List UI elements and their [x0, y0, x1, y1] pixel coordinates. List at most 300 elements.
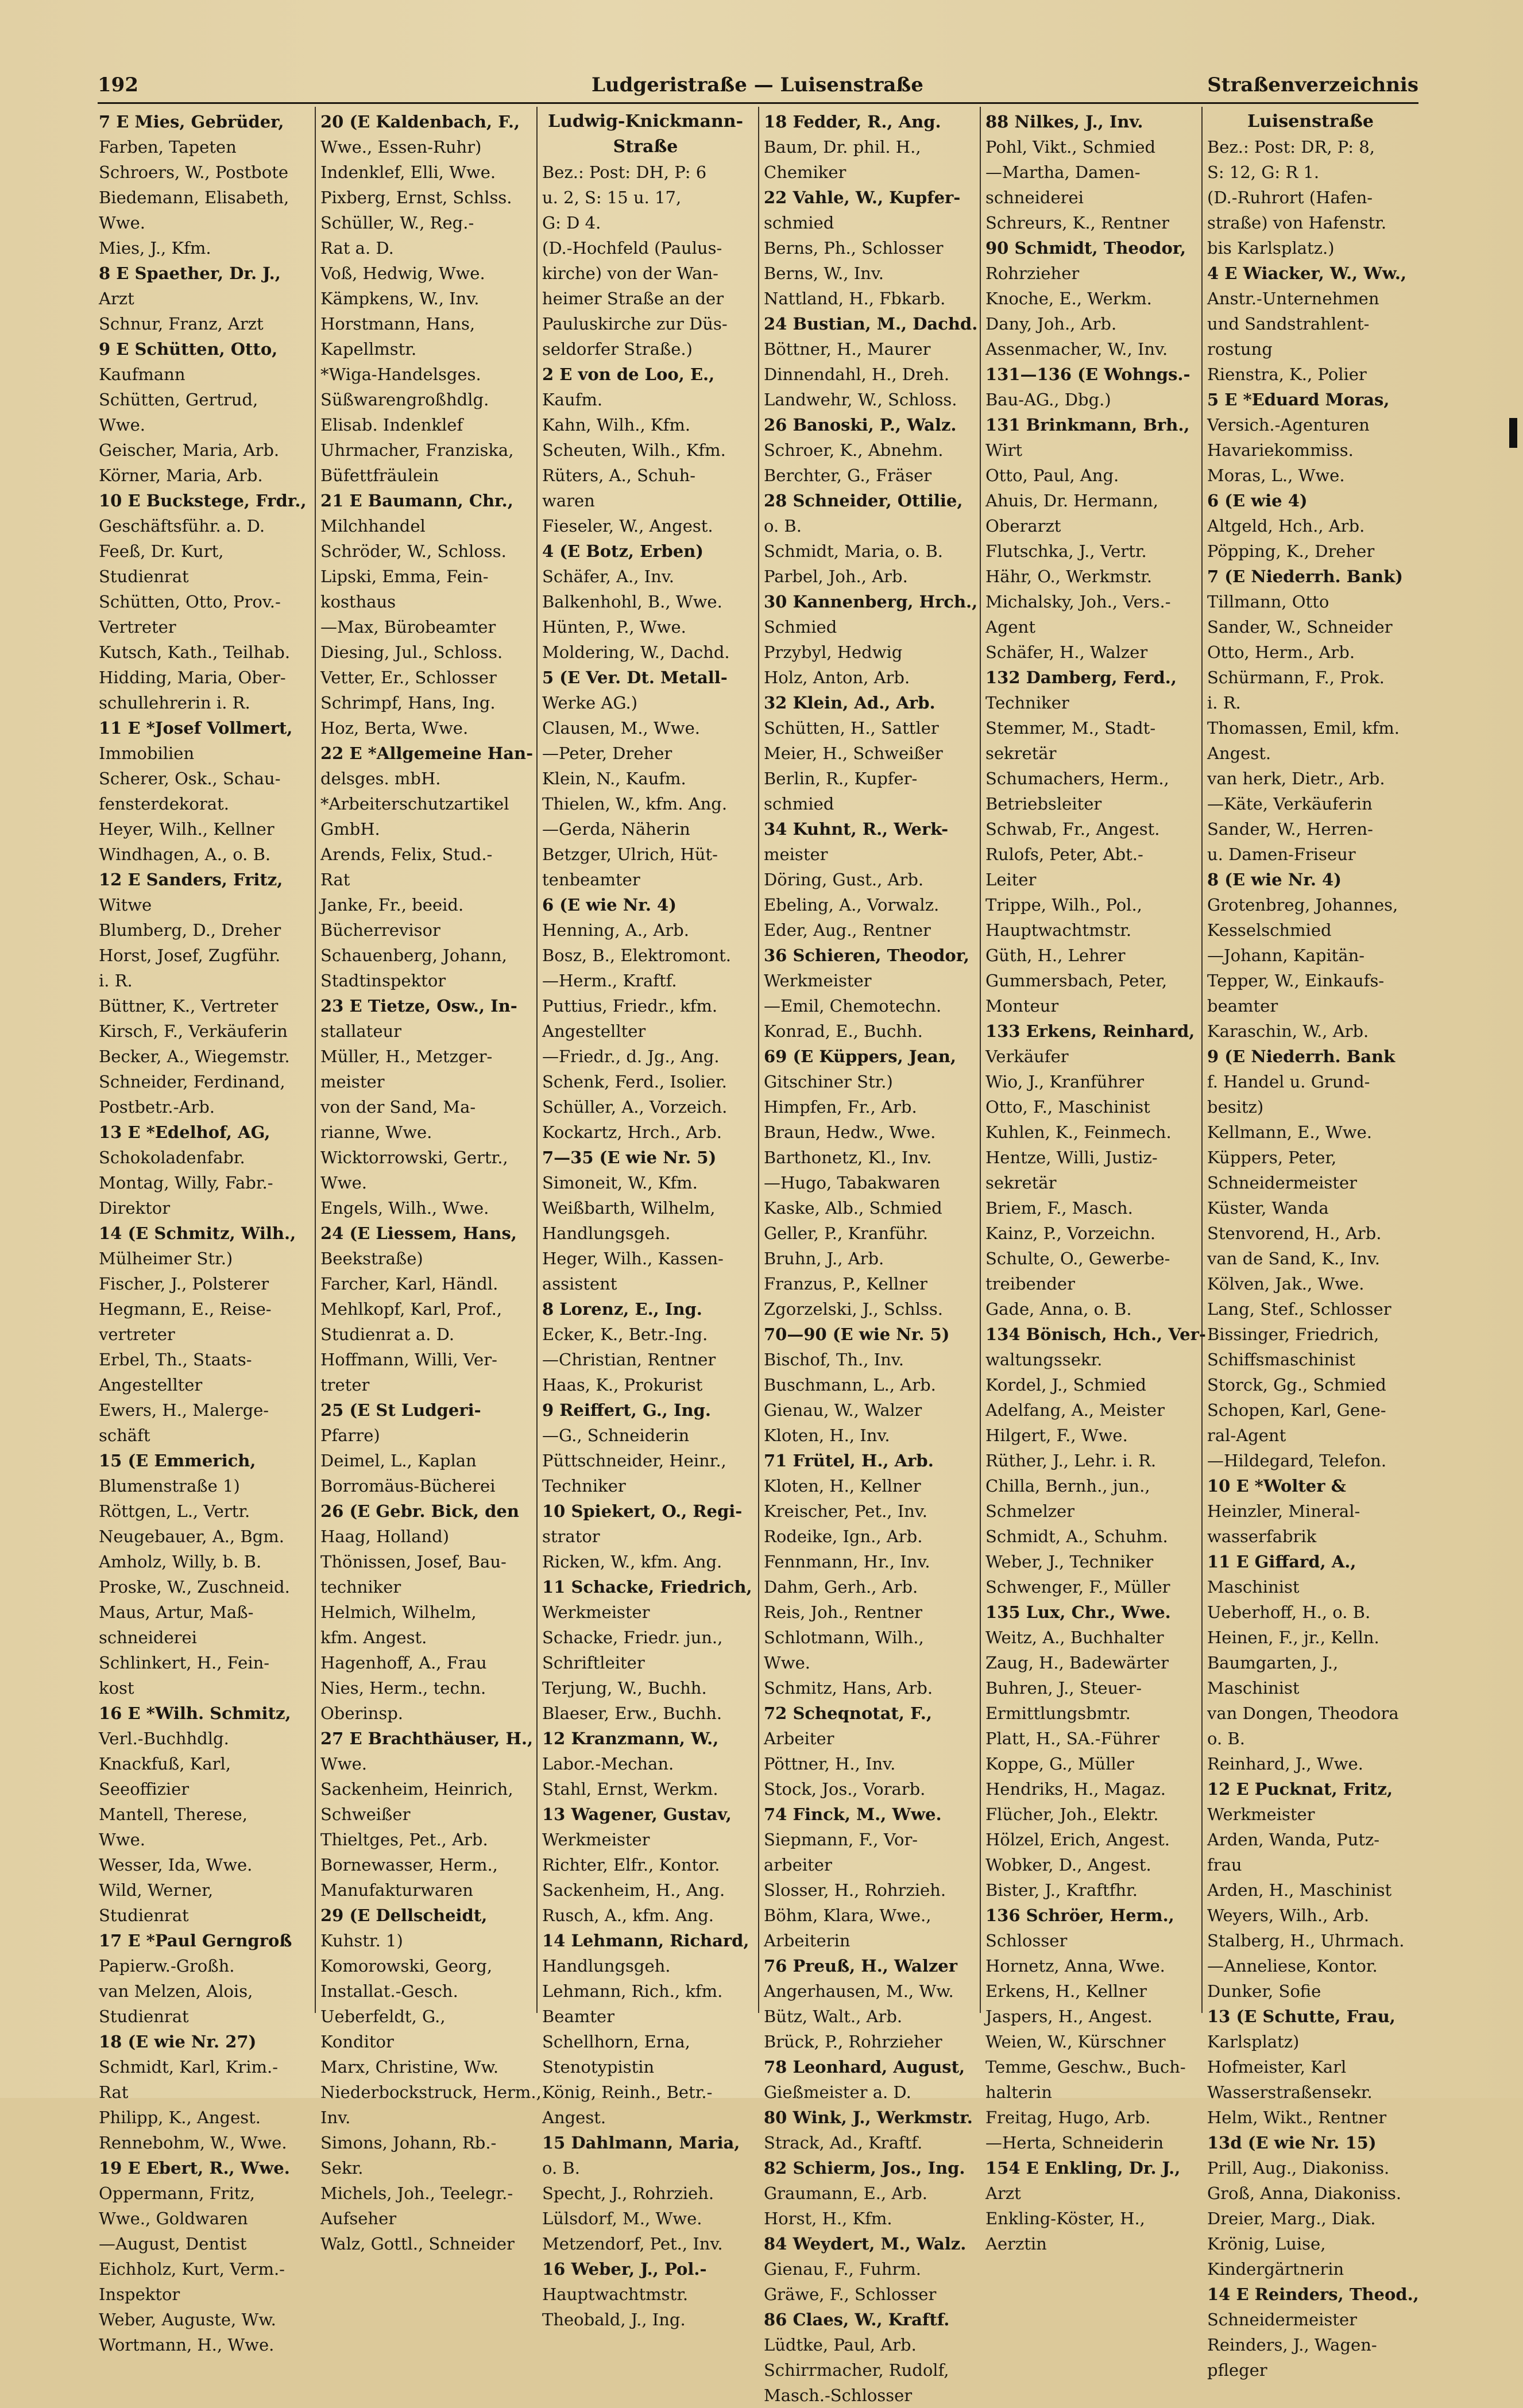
entry-line: Verl.-Buchhdlg. — [99, 1729, 229, 1748]
entry-line: Kutsch, Kath., Teilhab. — [99, 642, 291, 662]
entry-line: 9 (E Niederrh. Bank — [1207, 1047, 1396, 1066]
entry-line: schäft — [99, 1426, 150, 1445]
entry-line: Studienrat — [99, 567, 189, 586]
entry-line: 19 E Ebert, R., Wwe. — [99, 2158, 290, 2178]
entry-line: *Arbeiterschutzartikel — [320, 794, 509, 814]
entry-line: Angest. — [1207, 744, 1271, 763]
entry-line: Sackenheim, H., Ang. — [542, 1880, 725, 1900]
entry-line: Kreischer, Pet., Inv. — [764, 1501, 928, 1521]
entry-line: Rodeike, Ign., Arb. — [764, 1527, 923, 1546]
entry-line: Stahl, Ernst, Werkm. — [542, 1779, 718, 1799]
entry-line: Dahm, Gerh., Arb. — [764, 1577, 918, 1597]
entry-line: kirche) von der Wan- — [542, 264, 718, 283]
entry-line: Witwe — [99, 895, 152, 915]
entry-line: fensterdekorat. — [99, 794, 229, 814]
entry-line: 14 Lehmann, Richard, — [542, 1931, 749, 1950]
entry-line: Indenklef, Elli, Wwe. — [320, 162, 496, 182]
entry-line: Puttius, Friedr., kfm. — [542, 996, 718, 1016]
entry-line: o. B. — [1207, 1729, 1245, 1748]
entry-line: Inspektor — [99, 2285, 180, 2304]
entry-line: Wwe. — [99, 1830, 146, 1849]
entry-line: Schmied — [764, 617, 837, 637]
entry-line: Rat a. D. — [320, 238, 394, 258]
entry-line: Güth, H., Lehrer — [985, 946, 1126, 965]
entry-line: 24 Bustian, M., Dachd. — [764, 314, 978, 334]
entry-line: Bau-AG., Dbg.) — [985, 390, 1111, 409]
entry-line: Wobker, D., Angest. — [985, 1855, 1151, 1875]
entry-line: —Herta, Schneiderin — [985, 2133, 1164, 2153]
entry-line: Schrimpf, Hans, Ing. — [320, 693, 496, 713]
entry-line: Karaschin, W., Arb. — [1207, 1021, 1369, 1041]
entry-line: —Herm., Kraftf. — [542, 971, 677, 990]
entry-line: 134 Bönisch, Hch., Ver- — [985, 1325, 1206, 1344]
entry-line: Grotenbreg, Johannes, — [1207, 895, 1398, 915]
entry-line: Schneidermeister — [1207, 2310, 1357, 2329]
entry-line: Kordel, J., Schmied — [985, 1375, 1146, 1395]
entry-line: Schnur, Franz, Arzt — [99, 314, 264, 334]
entry-line: 6 (E wie Nr. 4) — [542, 895, 677, 915]
entry-line: Gräwe, F., Schlosser — [764, 2285, 937, 2304]
entry-line: o. B. — [542, 2158, 580, 2178]
entry-line: Pohl, Vikt., Schmied — [985, 137, 1156, 157]
entry-line: Baum, Dr. phil. H., — [764, 137, 921, 157]
entry-line: Thieltges, Pet., Arb. — [320, 1830, 488, 1849]
entry-line: Franzus, P., Kellner — [764, 1274, 927, 1294]
entry-line: Büttner, K., Vertreter — [99, 996, 279, 1016]
entry-line: Zgorzelski, J., Schlss. — [764, 1299, 943, 1319]
entry-line: Nies, Herm., techn. — [320, 1678, 486, 1698]
entry-line: Wwe. — [99, 213, 146, 233]
entry-line: Ewers, H., Malerge- — [99, 1400, 269, 1420]
entry-line: Simons, Johann, Rb.- — [320, 2133, 497, 2153]
entry-line: Böhm, Klara, Wwe., — [764, 1906, 931, 1925]
entry-line: Eichholz, Kurt, Verm.- — [99, 2259, 285, 2279]
entry-line: van Dongen, Theodora — [1207, 1704, 1399, 1723]
entry-line: 14 (E Schmitz, Wilh., — [99, 1224, 296, 1243]
column-6 — [1207, 109, 1419, 2380]
entry-line: Werkmeister — [542, 1602, 650, 1622]
entry-line: Kockartz, Hrch., Arb. — [542, 1122, 722, 1142]
entry-line: Kuhstr. 1) — [320, 1931, 403, 1950]
entry-line: Schüller, A., Vorzeich. — [542, 1097, 728, 1117]
entry-line: schmied — [764, 213, 834, 233]
entry-line: 10 E Buckstege, Frdr., — [99, 491, 307, 510]
entry-line: strator — [542, 1527, 600, 1546]
entry-line: —Gerda, Näherin — [542, 819, 690, 839]
entry-line: Vertreter — [99, 617, 176, 637]
entry-line: Biedemann, Elisabeth, — [99, 188, 289, 207]
entry-line: 12 E Pucknat, Fritz, — [1207, 1779, 1393, 1799]
entry-line: 78 Leonhard, August, — [764, 2057, 965, 2077]
entry-line: Baumgarten, J., — [1207, 1653, 1339, 1673]
entry-line: halterin — [985, 2082, 1052, 2102]
entry-line: Handlungsgeh. — [542, 1956, 671, 1976]
entry-line: —Friedr., d. Jg., Ang. — [542, 1047, 720, 1066]
entry-line: Mehlkopf, Karl, Prof., — [320, 1299, 502, 1319]
entry-line: Ueberfeldt, G., — [320, 2007, 446, 2026]
entry-line: pfleger — [1207, 2360, 1267, 2380]
entry-line: Freitag, Hugo, Arb. — [985, 2108, 1151, 2127]
entry-line: Hornetz, Anna, Wwe. — [985, 1956, 1165, 1976]
entry-line: —Christian, Rentner — [542, 1350, 716, 1369]
entry-line: delsges. mbH. — [320, 769, 441, 788]
entry-line: Ahuis, Dr. Hermann, — [985, 491, 1158, 510]
entry-line: —Martha, Damen- — [985, 162, 1141, 182]
column-divider — [980, 107, 981, 2013]
entry-line: treter — [320, 1375, 370, 1395]
entry-line: Gießmeister a. D. — [764, 2082, 911, 2102]
entry-line: Barthonetz, Kl., Inv. — [764, 1148, 932, 1167]
entry-line: 8 Lorenz, E., Ing. — [542, 1299, 702, 1319]
entry-line: waltungssekr. — [985, 1350, 1103, 1369]
entry-line: Adelfang, A., Meister — [985, 1400, 1165, 1420]
entry-line: 11 E *Josef Vollmert, — [99, 718, 293, 738]
entry-line: Schumachers, Herm., — [985, 769, 1169, 788]
entry-line: Braun, Hedw., Wwe. — [764, 1122, 936, 1142]
entry-line: Kindergärtnerin — [1207, 2259, 1344, 2279]
entry-line: 10 E *Wolter & — [1207, 1476, 1346, 1496]
entry-line: Bister, J., Kraftfhr. — [985, 1880, 1138, 1900]
entry-line: Hähr, O., Werkmstr. — [985, 567, 1153, 586]
entry-line: Rüther, J., Lehr. i. R. — [985, 1451, 1157, 1470]
entry-line: Schütten, H., Sattler — [764, 718, 939, 738]
entry-line: Berlin, R., Kupfer- — [764, 769, 918, 788]
entry-line: Weber, Auguste, Ww. — [99, 2310, 276, 2329]
entry-line: 76 Preuß, H., Walzer — [764, 1956, 958, 1976]
entry-line: Bischof, Th., Inv. — [764, 1350, 904, 1369]
entry-line: Feeß, Dr. Kurt, — [99, 541, 224, 561]
entry-line: Berns, Ph., Schlosser — [764, 238, 944, 258]
entry-line: Wwe. — [764, 1653, 811, 1673]
entry-line: Mantell, Therese, — [99, 1805, 248, 1824]
entry-line: f. Handel u. Grund- — [1207, 1072, 1370, 1091]
entry-line: Heinzler, Mineral- — [1207, 1501, 1360, 1521]
entry-line: Gitschiner Str.) — [764, 1072, 893, 1091]
entry-line: Angest. — [542, 2108, 606, 2127]
entry-line: Heger, Wilh., Kassen- — [542, 1249, 724, 1268]
entry-line: —Hildegard, Telefon. — [1207, 1451, 1387, 1470]
entry-line: meister — [764, 845, 828, 864]
entry-line: Sander, W., Schneider — [1207, 617, 1393, 637]
entry-line: Rusch, A., kfm. Ang. — [542, 1906, 714, 1925]
entry-line: Stenvorend, H., Arb. — [1207, 1224, 1382, 1243]
entry-line: Dreier, Marg., Diak. — [1207, 2209, 1376, 2228]
entry-line: Klein, N., Kaufm. — [542, 769, 686, 788]
entry-line: Kaufmann — [99, 365, 185, 384]
entry-line: Masch.-Schlosser — [764, 2386, 913, 2405]
entry-line: Thomassen, Emil, kfm. — [1207, 718, 1400, 738]
entry-line: Kellmann, E., Wwe. — [1207, 1122, 1373, 1142]
entry-line: Farcher, Karl, Händl. — [320, 1274, 498, 1294]
entry-line: Gade, Anna, o. B. — [985, 1299, 1132, 1319]
entry-line: 30 Kannenberg, Hrch., — [764, 592, 978, 611]
entry-line: 71 Frütel, H., Arb. — [764, 1451, 934, 1470]
entry-line: sekretär — [985, 744, 1057, 763]
entry-line: —G., Schneiderin — [542, 1426, 690, 1445]
entry-line: Hölzel, Erich, Angest. — [985, 1830, 1170, 1849]
entry-line: Labor.-Mechan. — [542, 1754, 674, 1774]
entry-line: Schmitz, Hans, Arb. — [764, 1678, 933, 1698]
entry-line: 133 Erkens, Reinhard, — [985, 1021, 1195, 1041]
entry-line: 86 Claes, W., Kraftf. — [764, 2310, 950, 2329]
entry-line: Weber, J., Techniker — [985, 1552, 1154, 1571]
column-divider — [315, 107, 316, 2013]
entry-line: Schürmann, F., Prok. — [1207, 668, 1385, 687]
entry-line: Rennebohm, W., Wwe. — [99, 2133, 287, 2153]
entry-line: 16 Weber, J., Pol.- — [542, 2259, 707, 2279]
entry-line: 131—136 (E Wohngs.- — [985, 365, 1190, 384]
entry-line: Mülheimer Str.) — [99, 1249, 233, 1268]
entry-line: Karlsplatz) — [1207, 2032, 1300, 2051]
entry-line: Weißbarth, Wilhelm, — [542, 1198, 716, 1218]
entry-line: Rat — [99, 2082, 129, 2102]
entry-line: Schlotmann, Wilh., — [764, 1628, 924, 1647]
entry-line: beamter — [1207, 996, 1278, 1016]
entry-line: Konditor — [320, 2032, 394, 2051]
entry-line: 21 E Baumann, Chr., — [320, 491, 513, 510]
entry-line: Lüdtke, Paul, Arb. — [764, 2335, 917, 2355]
entry-line: Konrad, E., Buchh. — [764, 1021, 923, 1041]
entry-line: Aufseher — [320, 2209, 397, 2228]
entry-line: Heinen, F., jr., Kelln. — [1207, 1628, 1379, 1647]
entry-line: Fieseler, W., Angest. — [542, 516, 713, 536]
entry-line: Büfettfräulein — [320, 466, 439, 485]
entry-line: 28 Schneider, Ottilie, — [764, 491, 963, 510]
entry-line: schmied — [764, 794, 834, 814]
entry-line: Werkmeister — [764, 971, 872, 990]
entry-line: Eder, Aug., Rentner — [764, 920, 931, 940]
entry-line: Böttner, H., Maurer — [764, 339, 931, 359]
entry-line: und Sandstrahlent- — [1207, 314, 1370, 334]
entry-line: Straße — [613, 137, 678, 157]
entry-line: 15 (E Emmerich, — [99, 1451, 256, 1470]
entry-line: Angestellter — [99, 1375, 203, 1395]
entry-line: Schweißer — [320, 1805, 411, 1824]
entry-line: Schäfer, H., Walzer — [985, 642, 1148, 662]
entry-line: Studienrat — [99, 2007, 189, 2026]
entry-line: Schneider, Ferdinand, — [99, 1072, 285, 1091]
entry-line: von der Sand, Ma- — [320, 1097, 476, 1117]
entry-line: Müller, H., Metzger- — [320, 1047, 493, 1066]
entry-line: Papierw.-Großh. — [99, 1956, 235, 1976]
entry-line: Reis, Joh., Rentner — [764, 1602, 923, 1622]
entry-line: vertreter — [99, 1325, 175, 1344]
entry-line: —Max, Bürobeamter — [320, 617, 496, 637]
entry-line: Hoz, Berta, Wwe. — [320, 718, 469, 738]
entry-line: wasserfabrik — [1207, 1527, 1317, 1546]
entry-line: Koppe, G., Müller — [985, 1754, 1134, 1774]
column-divider — [758, 107, 759, 2013]
entry-line: 84 Weydert, M., Walz. — [764, 2234, 967, 2254]
entry-line: 74 Finck, M., Wwe. — [764, 1805, 942, 1824]
entry-line: Püttschneider, Heinr., — [542, 1451, 726, 1470]
entry-line: Wwe. — [320, 1754, 368, 1774]
entry-line: Bütz, Walt., Arb. — [764, 2007, 903, 2026]
entry-line: Berns, W., Inv. — [764, 264, 884, 283]
entry-line: Milchhandel — [320, 516, 426, 536]
entry-line: Dinnendahl, H., Dreh. — [764, 365, 950, 384]
entry-line: Reinhard, J., Wwe. — [1207, 1754, 1363, 1774]
entry-line: 80 Wink, J., Werkmstr. — [764, 2108, 973, 2127]
entry-line: Hidding, Maria, Ober- — [99, 668, 286, 687]
entry-line: Luisenstraße — [1247, 111, 1374, 131]
entry-line: Schirrmacher, Rudolf, — [764, 2360, 949, 2380]
entry-line: Arzt — [99, 289, 134, 308]
entry-line: Otto, Herm., Arb. — [1207, 642, 1355, 662]
column-3 — [542, 109, 752, 2329]
entry-line: Verkäufer — [985, 1047, 1069, 1066]
entry-line: Bruhn, J., Arb. — [764, 1249, 884, 1268]
entry-line: Sackenheim, Heinrich, — [320, 1779, 513, 1799]
entry-line: 13 E *Edelhof, AG, — [99, 1122, 270, 1142]
entry-line: 14 E Reinders, Theod., — [1207, 2285, 1419, 2304]
entry-line: Weien, W., Kürschner — [985, 2032, 1166, 2051]
entry-line: Schriftleiter — [542, 1653, 645, 1673]
entry-line: Horst, H., Kfm. — [764, 2209, 892, 2228]
entry-line: Werkmeister — [1207, 1805, 1315, 1824]
entry-line: Direktor — [99, 1198, 171, 1218]
entry-line: Wwe., Essen-Ruhr) — [320, 137, 482, 157]
entry-line: Studienrat a. D. — [320, 1325, 455, 1344]
entry-line: u. 2, S: 15 u. 17, — [542, 188, 682, 207]
entry-line: Bissinger, Friedrich, — [1207, 1325, 1379, 1344]
entry-line: Lipski, Emma, Fein- — [320, 567, 489, 586]
entry-line: Trippe, Wilh., Pol., — [985, 895, 1142, 915]
entry-line: Schütten, Otto, Prov.- — [99, 592, 281, 611]
entry-line: Hagenhoff, A., Frau — [320, 1653, 487, 1673]
entry-line: 24 (E Liessem, Hans, — [320, 1224, 517, 1243]
entry-line: Ludwig-Knickmann- — [547, 111, 744, 131]
entry-line: *Wiga-Handelsges. — [320, 365, 481, 384]
entry-line: Siepmann, F., Vor- — [764, 1830, 918, 1849]
entry-line: Knoche, E., Werkm. — [985, 289, 1152, 308]
entry-line: 13d (E wie Nr. 15) — [1207, 2133, 1377, 2153]
entry-line: Altgeld, Hch., Arb. — [1207, 516, 1365, 536]
entry-line: Prill, Aug., Diakoniss. — [1207, 2158, 1390, 2178]
entry-line: Ebeling, A., Vorwalz. — [764, 895, 940, 915]
entry-line: Helm, Wikt., Rentner — [1207, 2108, 1387, 2127]
entry-line: Schauenberg, Johann, — [320, 946, 507, 965]
entry-line: Windhagen, A., o. B. — [99, 845, 271, 864]
entry-line: i. R. — [1207, 693, 1241, 713]
entry-line: Hauptwachtmstr. — [542, 2285, 689, 2304]
entry-line: Enkling-Köster, H., — [985, 2209, 1145, 2228]
entry-line: 29 (E Dellscheidt, — [320, 1906, 488, 1925]
entry-line: Rohrzieher — [985, 264, 1080, 283]
entry-line: 2 E von de Loo, E., — [542, 365, 715, 384]
entry-line: Moras, L., Wwe. — [1207, 466, 1345, 485]
entry-line: Helmich, Wilhelm, — [320, 1602, 477, 1622]
entry-line: 8 E Spaether, Dr. J., — [99, 264, 281, 283]
entry-line: Schwenger, F., Müller — [985, 1577, 1170, 1597]
entry-line: Schneidermeister — [1207, 1173, 1357, 1193]
entry-line: Lülsdorf, M., Wwe. — [542, 2209, 702, 2228]
entry-line: Ueberhoff, H., o. B. — [1207, 1602, 1371, 1622]
entry-line: Pixberg, Ernst, Schlss. — [320, 188, 512, 207]
entry-line: straße) von Hafenstr. — [1207, 213, 1387, 233]
entry-line: Betzger, Ulrich, Hüt- — [542, 845, 718, 864]
entry-line: 7 (E Niederrh. Bank) — [1207, 567, 1403, 586]
entry-line: Oberinsp. — [320, 1704, 403, 1723]
entry-line: Elisab. Indenklef — [320, 415, 463, 435]
entry-line: Montag, Willy, Fabr.- — [99, 1173, 273, 1193]
entry-line: Flutschka, J., Vertr. — [985, 541, 1147, 561]
entry-line: Immobilien — [99, 744, 195, 763]
entry-line: Blumenstraße 1) — [99, 1476, 240, 1496]
entry-line: Hentze, Willi, Justiz- — [985, 1148, 1158, 1167]
column-4 — [764, 109, 978, 2405]
entry-line: Temme, Geschw., Buch- — [985, 2057, 1186, 2077]
entry-line: Rulofs, Peter, Abt.- — [985, 845, 1143, 864]
entry-line: 90 Schmidt, Theodor, — [985, 238, 1186, 258]
entry-line: 12 Kranzmann, W., — [542, 1729, 719, 1748]
entry-line: 7 E Mies, Gebrüder, — [99, 112, 284, 131]
entry-line: Buschmann, L., Arb. — [764, 1375, 936, 1395]
entry-line: Kämpkens, W., Inv. — [320, 289, 480, 308]
entry-line: Berchter, G., Fräser — [764, 466, 932, 485]
entry-line: Manufakturwaren — [320, 1880, 473, 1900]
entry-line: 27 E Brachthäuser, H., — [320, 1729, 534, 1748]
entry-line: Arends, Felix, Stud.- — [320, 845, 493, 864]
entry-line: Pöpping, K., Dreher — [1207, 541, 1375, 561]
entry-line: heimer Straße an der — [542, 289, 724, 308]
entry-line: Erkens, H., Kellner — [985, 1981, 1147, 2001]
entry-line: Bez.: Post: DH, P: 6 — [542, 162, 707, 182]
entry-line: Tillmann, Otto — [1207, 592, 1329, 611]
entry-line: 154 E Enkling, Dr. J., — [985, 2158, 1181, 2178]
entry-line: Angestellter — [542, 1021, 646, 1041]
entry-line: G: D 4. — [542, 213, 601, 233]
entry-line: 4 E Wiacker, W., Ww., — [1207, 264, 1407, 283]
entry-line: Stenotypistin — [542, 2057, 655, 2077]
entry-line: Schroer, K., Abnehm. — [764, 440, 944, 460]
entry-line: Schwab, Fr., Angest. — [985, 819, 1160, 839]
entry-line: Clausen, M., Wwe. — [542, 718, 700, 738]
entry-line: Ermittlungsbmtr. — [985, 1704, 1131, 1723]
entry-line: (D.-Ruhrort (Hafen- — [1207, 188, 1373, 207]
entry-line: 32 Klein, Ad., Arb. — [764, 693, 936, 713]
entry-line: Moldering, W., Dachd. — [542, 642, 730, 662]
entry-line: Techniker — [542, 1476, 626, 1496]
entry-line: Wesser, Ida, Wwe. — [99, 1855, 253, 1875]
entry-line: —Emil, Chemotechn. — [764, 996, 942, 1016]
header-rule — [98, 102, 1418, 104]
entry-line: Tepper, W., Einkaufs- — [1207, 971, 1385, 990]
entry-line: Himpfen, Fr., Arb. — [764, 1097, 917, 1117]
entry-line: Terjung, W., Buchh. — [542, 1678, 707, 1698]
entry-line: Bornewasser, Herm., — [320, 1855, 498, 1875]
entry-line: Schütten, Gertrud, — [99, 390, 258, 409]
entry-line: Maus, Artur, Maß- — [99, 1602, 254, 1622]
entry-line: —Käte, Verkäuferin — [1207, 794, 1373, 814]
entry-line: 26 Banoski, P., Walz. — [764, 415, 957, 435]
entry-line: Walz, Gottl., Schneider — [320, 2234, 515, 2254]
entry-line: schneiderei — [99, 1628, 197, 1647]
entry-line: Bez.: Post: DR, P: 8, — [1207, 137, 1375, 157]
entry-line: Körner, Maria, Arb. — [99, 466, 263, 485]
entry-line: Gienau, F., Fuhrm. — [764, 2259, 921, 2279]
entry-line: Lang, Stef., Schlosser — [1207, 1299, 1391, 1319]
entry-line: —Hugo, Tabakwaren — [764, 1173, 941, 1193]
entry-line: Schüller, W., Reg.- — [320, 213, 474, 233]
entry-line: Maschinist — [1207, 1577, 1300, 1597]
entry-line: Versich.-Agenturen — [1207, 415, 1370, 435]
entry-line: 11 Schacke, Friedrich, — [542, 1577, 752, 1597]
entry-line: Ecker, K., Betr.-Ing. — [542, 1325, 708, 1344]
entry-line: Wio, J., Kranführer — [985, 1072, 1144, 1091]
entry-line: Schopen, Karl, Gene- — [1207, 1400, 1386, 1420]
entry-line: van Melzen, Alois, — [99, 1981, 253, 2001]
